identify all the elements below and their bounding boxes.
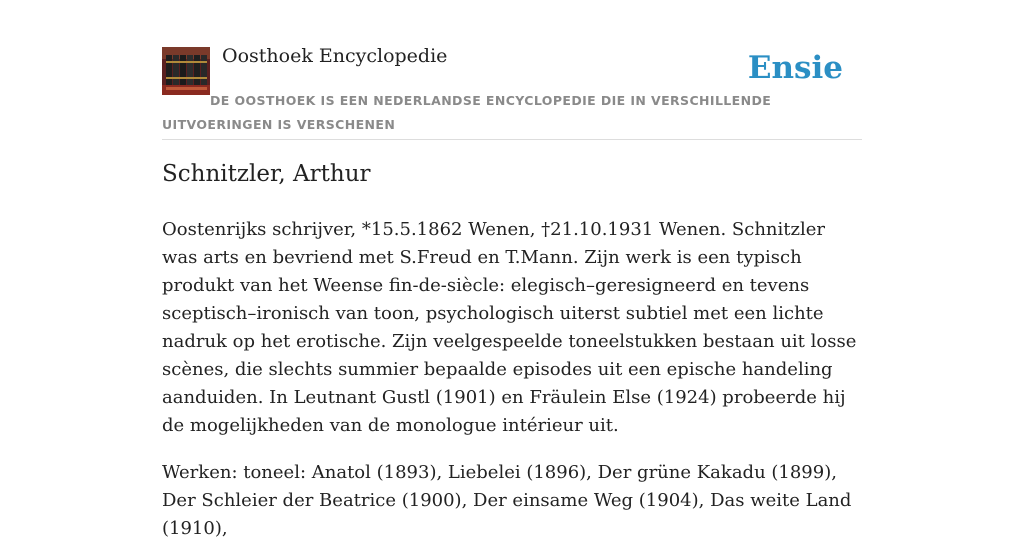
ensie-logo-link[interactable]: Ensie bbox=[747, 50, 843, 86]
entry-paragraph-1: Oostenrijks schrijver, *15.5.1862 Wenen, †21.10.1931 Wenen. Schnitzler was arts en bevriend met S.Freud en T.Mann. Zijn werk is een typisch produkt van het Weense fin-de-siècle: elegisch–geresigneerd en tevens sceptisch–ironisch van toon, psychologisch uiterst subtiel met een lichte nadruk op het erotische. Zijn veelgespeelde toneelstukken bestaan uit losse scènes, die slechts summier bepaalde episodes uit een epische handeling aanduiden. In Leutnant Gustl (1901) en Fräulein Else (1924) probeerde hij de mogelijkheden van de monologue intérieur uit. bbox=[162, 219, 857, 436]
entry-paragraph-2: Werken: toneel: Anatol (1893), Liebelei (1896), Der grüne Kakadu (1899), Der Schleier der Beatrice (1900), Der einsame Weg (1904), Das weite Land (1910), bbox=[162, 462, 852, 539]
site-title-link[interactable]: Oosthoek Encyclopedie bbox=[222, 45, 448, 67]
books-icon bbox=[162, 47, 210, 95]
entry-title: Schnitzler, Arthur bbox=[162, 161, 371, 187]
site-header bbox=[162, 0, 862, 140]
site-tagline: DE OOSTHOEK IS EEN NEDERLANDSE ENCYCLOPEDIE DIE IN VERSCHILLENDE UITVOERINGEN IS VERSCHENEN bbox=[162, 93, 772, 132]
page-content bbox=[162, 0, 862, 539]
encyclopedia-books-avatar[interactable] bbox=[162, 47, 210, 95]
